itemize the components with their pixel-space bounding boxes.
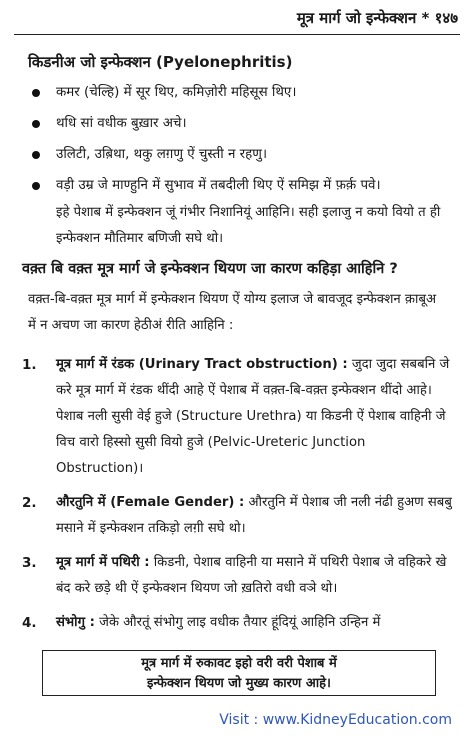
item-term: मूत्र मार्ग में पथिरी : [56, 555, 150, 570]
item-number: 3. [22, 555, 37, 571]
symptom-list [30, 83, 454, 207]
list-item: कमर (चेल्हि) में सूर थिए, कमिज़ोरी महिसूस थिए। [30, 83, 454, 103]
highlight-line-2: इन्फेक्शन थियण जो मुख्य कारण आहे। [147, 676, 331, 691]
list-item [22, 352, 454, 482]
header-rule [14, 34, 460, 35]
item-number: 4. [22, 615, 37, 631]
item-term: औरतुनि में (Female Gender) : [56, 495, 245, 510]
list-item: वड़ी उम्र जे माण्हुनि में सुभाव में तबदीली थिए ऐं समिझ में फ़र्क़ पवे। [30, 176, 454, 196]
item-text: जेके औरतूं संभोगु लाइ वधीक तैयार हूंदियूं आहिनि उन्हिन में [94, 615, 381, 630]
highlight-line-1: मूत्र मार्ग में रुकावट इहो वरी वरी पेशाब में [141, 656, 337, 671]
list-item: थधि सां वधीक बुख़ार अचे। [30, 114, 454, 134]
item-term: संभोगु : [56, 615, 95, 630]
item-text: जुदा जुदा सबबनि जे करे मूत्र मार्ग में रंडक थींदी आहे ऐं पेशाब में वक़्त-बि-वक़्त इन्फेक्शन थींदो आहे। पेशाब नली सुसी वेई हुजे (Structure Urethra) या किडनी ऐं पेशाब वाहिनी जे विच वारो हिस्सो सुसी वियो हुजे (Pelvic-Ureteric Junction Obstruction)। [56, 357, 450, 476]
item-number: 2. [22, 495, 37, 511]
list-item [22, 490, 454, 542]
website-footer[interactable]: Visit : www.KidneyEducation.com [219, 712, 452, 728]
causes-list [22, 352, 454, 644]
item-number: 1. [22, 357, 37, 373]
list-item [22, 550, 454, 602]
list-item [22, 610, 454, 636]
section-title-recurrent-causes: वक़्त बि वक़्त मूत्र मार्ग जे इन्फेक्शन थियण जा कारण कहिड़ा आहिनि ? [22, 261, 398, 277]
warning-paragraph: इहे पेशाब में इन्फेक्शन जूं गंभीर निशानियूं आहिनि। सही इलाजु न कयो वियो त ही इन्फेक्शन मौतिमार बणिजी सघे थो। [56, 205, 441, 246]
running-header: मूत्र मार्ग जो इन्फेक्शन * १४७ [296, 9, 458, 27]
item-text: किडनी, पेशाब वाहिनी या मसाने में पथिरी पेशाब जे वहिकरे खे बंद करे छड़े थी ऐं इन्फेक्शन थियण जो ख़तिरो वधी वञे थो। [56, 555, 447, 596]
intro-paragraph: वक़्त-बि-वक़्त मूत्र मार्ग में इन्फेक्शन थियण ऐं योग्य इलाज जे बावजूद इन्फेक्शन क़ाबूअ में न अचण जा कारण हेठीअं रीति आहिनि : [28, 292, 437, 333]
list-item: उलिटी, उब़िथा, थकु लग़णु ऐं चुस्ती न रहणु। [30, 145, 454, 165]
item-term: मूत्र मार्ग में रंडक (Urinary Tract obstruction) : [56, 357, 348, 372]
section-title-pyelonephritis: किडनीअ जो इन्फेक्शन (Pyelonephritis) [28, 53, 293, 71]
highlight-box [42, 650, 436, 696]
item-text: औरतुनि में पेशाब जी नली नंढी हुअण सबबु मसाने में इन्फेक्शन तकिड़ो लग़ी सघे थो। [56, 495, 452, 536]
